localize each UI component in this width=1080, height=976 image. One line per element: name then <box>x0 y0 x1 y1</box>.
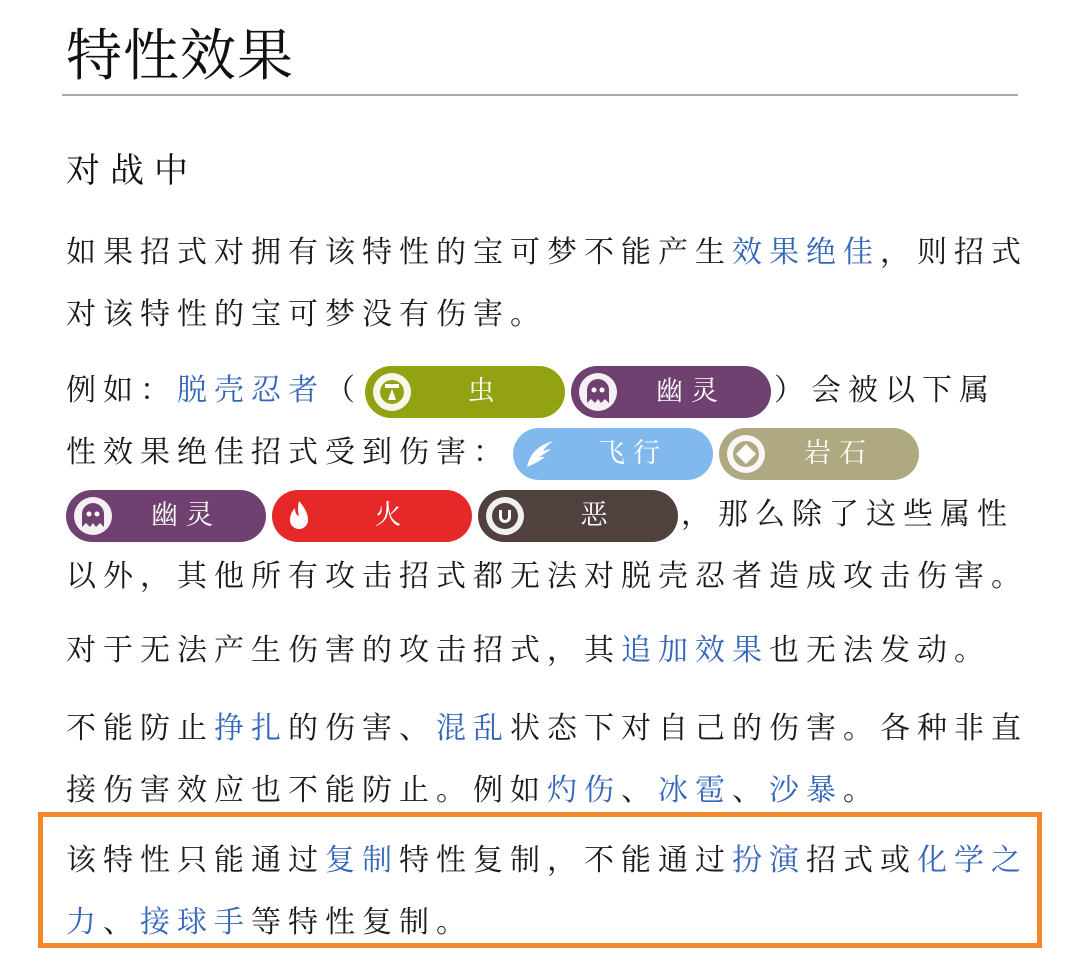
bug-icon <box>373 373 411 411</box>
type-badge-rock[interactable] <box>719 428 919 480</box>
highlight-box <box>38 812 1042 948</box>
text: 状态下对自己的伤害。各种非直 <box>510 711 1028 746</box>
link-shedinja[interactable]: 脱壳忍者 <box>177 373 325 408</box>
text: 接伤害效应也不能防止。例如 <box>66 773 547 808</box>
link-confusion[interactable]: 混乱 <box>436 711 510 746</box>
text: 招式或 <box>806 843 917 878</box>
text: ）会被以下属 <box>774 373 996 408</box>
link-struggle[interactable]: 挣扎 <box>214 711 288 746</box>
text: 性效果绝佳招式受到伤害： <box>66 435 510 470</box>
type-label: 恶 <box>580 500 616 531</box>
link-super-effective[interactable]: 效果绝佳 <box>732 235 880 270</box>
dark-icon <box>486 497 524 535</box>
type-label: 飞行 <box>598 438 668 469</box>
paragraph-example <box>66 360 1028 608</box>
link-power-of-alchemy[interactable]: 化学之 <box>917 843 1028 878</box>
paragraph-effect-rule <box>66 222 1028 346</box>
ghost-icon <box>579 373 617 411</box>
type-badge-fire[interactable] <box>272 490 472 542</box>
text: 、 <box>621 773 658 808</box>
paragraph-indirect-damage <box>66 698 1028 822</box>
link-sandstorm[interactable]: 沙暴 <box>769 773 843 808</box>
text: 以外，其他所有攻击招式都无法对脱壳忍者造成攻击伤害。 <box>66 559 1028 594</box>
link-role-play-ability[interactable]: 复制 <box>325 843 399 878</box>
type-badge-flying[interactable] <box>513 428 713 480</box>
type-badge-ghost[interactable] <box>66 490 266 542</box>
text: ，则招式 <box>880 235 1028 270</box>
link-hail[interactable]: 冰雹 <box>658 773 732 808</box>
text: 该特性只能通过 <box>66 843 325 878</box>
text: ，那么除了这些属性 <box>681 497 1014 532</box>
type-badge-dark[interactable] <box>478 490 678 542</box>
text: （ <box>325 373 362 408</box>
type-badge-bug[interactable] <box>365 366 565 418</box>
link-burn[interactable]: 灼伤 <box>547 773 621 808</box>
type-label: 虫 <box>467 376 503 407</box>
link-receiver[interactable]: 接球手 <box>140 905 251 940</box>
link-power-of-alchemy-cont[interactable]: 力 <box>66 905 103 940</box>
text: 、 <box>732 773 769 808</box>
text: 对该特性的宝可梦没有伤害。 <box>66 297 547 332</box>
text: 的伤害、 <box>288 711 436 746</box>
rock-icon <box>727 435 765 473</box>
title-divider <box>62 94 1018 96</box>
type-label: 幽灵 <box>151 500 221 531</box>
text: 也无法发动。 <box>769 633 991 668</box>
type-badge-ghost[interactable] <box>571 366 771 418</box>
text: 对于无法产生伤害的攻击招式，其 <box>66 633 621 668</box>
section-heading: 对战中 <box>66 151 198 191</box>
text: 。 <box>843 773 880 808</box>
text: 不能防止 <box>66 711 214 746</box>
link-role-play-move[interactable]: 扮演 <box>732 843 806 878</box>
type-label: 火 <box>374 500 410 531</box>
ghost-icon <box>74 497 112 535</box>
text: 等特性复制。 <box>251 905 473 940</box>
text: 例如： <box>66 373 177 408</box>
flying-icon <box>521 435 559 473</box>
paragraph-secondary-effect <box>66 620 1016 682</box>
link-additional-effect[interactable]: 追加效果 <box>621 633 769 668</box>
fire-icon <box>280 497 318 535</box>
text: 、 <box>103 905 140 940</box>
type-label: 岩石 <box>804 438 874 469</box>
text: 如果招式对拥有该特性的宝可梦不能产生 <box>66 235 732 270</box>
type-label: 幽灵 <box>656 376 726 407</box>
page-title: 特性效果 <box>66 24 294 89</box>
text: 特性复制，不能通过 <box>399 843 732 878</box>
